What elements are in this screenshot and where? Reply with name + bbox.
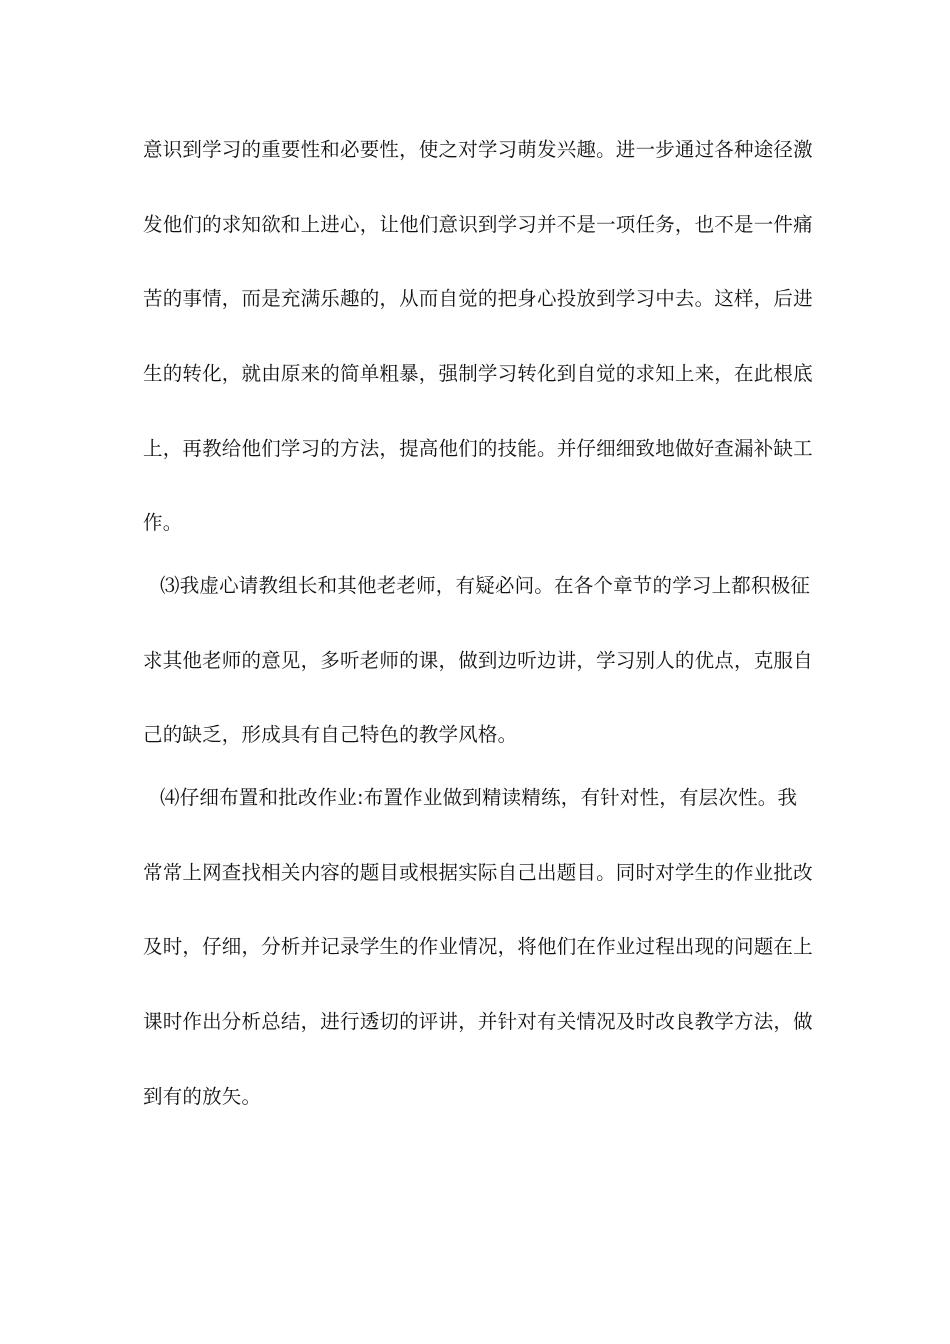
text-line: ⑶我虚心请教组长和其他老老师，有疑必问。在各个章节的学习上都积极征 (160, 574, 811, 597)
text-line: 到有的放矢。 (143, 1085, 262, 1108)
text-line: ⑷仔细布置和批改作业:布置作业做到精读精练，有针对性，有层次性。我 (160, 786, 798, 809)
text-line: 作。 (143, 511, 183, 534)
text-line: 发他们的求知欲和上进心，让他们意识到学习并不是一项任务，也不是一件痛 (143, 213, 813, 236)
text-line: 意识到学习的重要性和必要性，使之对学习萌发兴趣。进一步通过各种途径激 (143, 138, 813, 161)
text-line: 求其他老师的意见，多听老师的课，做到边听边讲，学习别人的优点，克服自 (143, 649, 813, 672)
text-line: 及时，仔细，分析并记录学生的作业情况，将他们在作业过程出现的问题在上 (143, 935, 813, 958)
text-line: 生的转化，就由原来的简单粗暴，强制学习转化到自觉的求知上来，在此根底 (143, 362, 813, 385)
text-line: 上，再教给他们学习的方法，提高他们的技能。并仔细细致地做好查漏补缺工 (143, 437, 813, 460)
text-line: 苦的事情，而是充满乐趣的，从而自觉的把身心投放到学习中去。这样，后进 (143, 287, 813, 310)
text-line: 课时作出分析总结，进行透切的评讲，并针对有关情况及时改良教学方法，做 (143, 1010, 813, 1033)
text-line: 常常上网查找相关内容的题目或根据实际自己出题目。同时对学生的作业批改 (143, 861, 813, 884)
text-line: 己的缺乏，形成具有自己特色的教学风格。 (143, 723, 518, 746)
